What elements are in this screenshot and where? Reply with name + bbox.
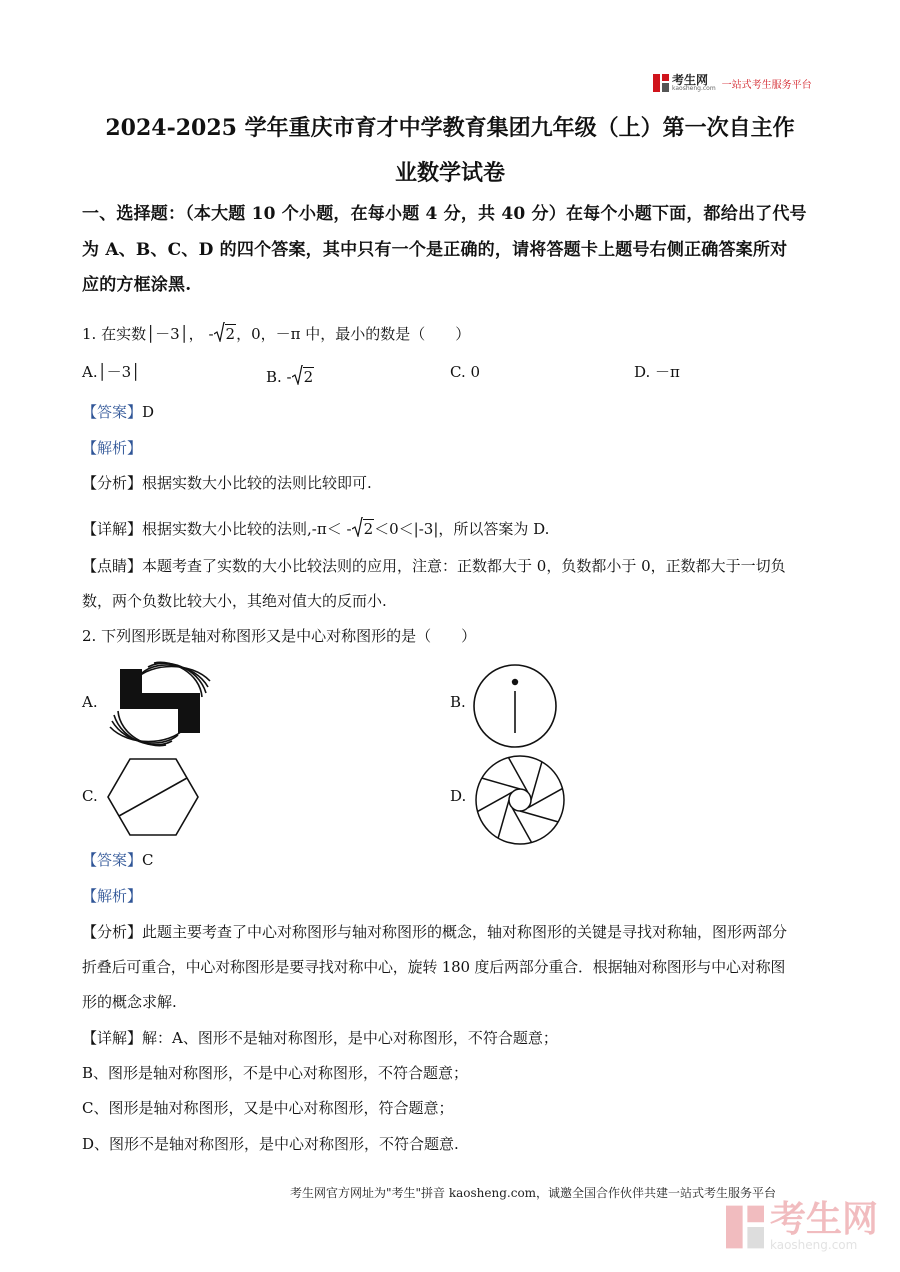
q1-analysis-tag: 【解析】 — [82, 439, 143, 457]
q1-stem-part-c: ，0，－π 中，最小的数是（ ） — [236, 325, 471, 343]
page-footer: 考生网官方网址为"考生"拼音 kaosheng.com，诚邀全国合作伙伴共建一站式考生服务平台 — [290, 1186, 777, 1200]
q1-xiangjie-part-b: ＜0＜|-3|，所以答案为 D. — [374, 520, 550, 538]
q1-fenxi-text: 根据实数大小比较的法则比较即可. — [142, 474, 372, 492]
q2-fenxi-line1 — [82, 925, 787, 940]
q2-option-b-label: B. — [450, 693, 466, 711]
q1-answer — [82, 405, 154, 420]
section-instruction-line3: 应的方框涂黑. — [82, 275, 192, 295]
q1-fenxi-tag: 【分析】 — [82, 474, 143, 492]
q1-stem — [82, 322, 470, 342]
kaosheng-watermark-logo-icon — [726, 1205, 764, 1249]
q2-fenxi-text1: 此题主要考查了中心对称图形与轴对称图形的概念，轴对称图形的关键是寻找对称轴，图形两部分 — [142, 923, 788, 941]
brand-domain: kaosheng.com — [672, 85, 716, 92]
kaosheng-logo-icon — [653, 74, 669, 92]
q2-fenxi-line2: 折叠后可重合，中心对称图形是要寻找对称中心，旋转 180 度后两部分重合．根据轴对称图形与中心对称图 — [82, 958, 786, 976]
brand-logo — [653, 73, 812, 93]
q1-option-a: A.│－3│ — [82, 363, 141, 381]
q1-xiangjie — [82, 517, 549, 537]
watermark-name: 考生网 — [769, 1199, 878, 1240]
page-title-line2: 业数学试卷 — [394, 160, 505, 186]
q1-answer-tag: 【答案】 — [82, 403, 143, 421]
q2-xiangjie-line1 — [82, 1031, 558, 1046]
brand-name: 考生网 — [672, 73, 709, 87]
q2-figure-c-hexagon-icon — [106, 757, 200, 837]
q1-xiangjie-radicand: 2 — [363, 520, 374, 538]
q2-figure-a-swirl-icon — [106, 659, 214, 749]
q2-figure-b-circle-icon — [472, 663, 558, 749]
q1-fenxi — [82, 476, 372, 491]
q1-analysis — [82, 441, 142, 456]
q2-xiangjie-text1: 解：A、图形不是轴对称图形，是中心对称图形，不符合题意； — [142, 1029, 558, 1047]
section-instruction-line1: 一、选择题：（本大题 10 个小题，在每小题 4 分，共 40 分）在每个小题下面，都给出了代号 — [82, 204, 807, 224]
q1-option-b-prefix: B. - — [266, 368, 292, 386]
q1-option-b-radicand: 2 — [303, 368, 314, 386]
q2-figure-d-aperture-icon — [474, 754, 566, 846]
q2-analysis — [82, 889, 142, 904]
q1-dianjing-line2: 数，两个负数比较大小，其绝对值大的反而小. — [82, 592, 387, 610]
q1-dianjing-tag: 【点睛】 — [82, 557, 143, 575]
sqrt-symbol-icon — [214, 322, 225, 342]
sqrt-symbol-icon — [292, 365, 303, 385]
watermark — [726, 1199, 878, 1252]
watermark-domain: kaosheng.com — [769, 1238, 858, 1252]
q2-xiangjie-tag: 【详解】 — [82, 1029, 143, 1047]
q2-xiangjie-line-c: C、图形是轴对称图形，又是中心对称图形，符合题意； — [82, 1099, 454, 1117]
q2-xiangjie-line-b: B、图形是轴对称图形，不是中心对称图形，不符合题意； — [82, 1064, 469, 1082]
q2-option-c-label: C. — [82, 787, 98, 805]
q1-dianjing-text1: 本题考查了实数的大小比较法则的应用，注意：正数都大于 0，负数都小于 0，正数都大于一切负 — [142, 557, 786, 575]
q2-answer — [82, 853, 154, 868]
sqrt-symbol-icon — [352, 517, 363, 537]
q2-fenxi-line3: 形的概念求解. — [82, 993, 177, 1011]
q1-stem-part-a: 1. 在实数│－3│， - — [82, 325, 214, 343]
page-title-line1: 2024-2025 学年重庆市育才中学教育集团九年级（上）第一次自主作 — [105, 115, 795, 141]
q1-answer-value: D — [142, 403, 155, 421]
q2-xiangjie-line-d: D、图形不是轴对称图形，是中心对称图形，不符合题意. — [82, 1135, 459, 1153]
section-instruction-line2: 为 A、B、C、D 的四个答案，其中只有一个是正确的，请将答题卡上题号右侧正确答案所对 — [82, 240, 788, 260]
q1-xiangjie-part-a: 根据实数大小比较的法则,-π＜ - — [142, 520, 352, 538]
brand-slogan: 一站式考生服务平台 — [721, 79, 812, 91]
brand-text — [672, 74, 716, 92]
q2-option-a-label: A. — [82, 693, 98, 711]
q2-option-d-label: D. — [450, 787, 467, 805]
q1-option-d: D. －π — [634, 363, 680, 381]
q1-xiangjie-tag: 【详解】 — [82, 520, 143, 538]
q1-stem-radicand: 2 — [225, 325, 236, 343]
q2-answer-value: C — [142, 851, 154, 869]
q2-stem: 2. 下列图形既是轴对称图形又是中心对称图形的是（ ） — [82, 627, 477, 645]
q2-analysis-tag: 【解析】 — [82, 887, 143, 905]
q1-dianjing-line1 — [82, 559, 786, 574]
watermark-text — [769, 1199, 878, 1252]
q2-answer-tag: 【答案】 — [82, 851, 143, 869]
q1-option-c: C. 0 — [450, 363, 481, 381]
q1-option-b — [266, 365, 314, 385]
q2-fenxi-tag: 【分析】 — [82, 923, 143, 941]
